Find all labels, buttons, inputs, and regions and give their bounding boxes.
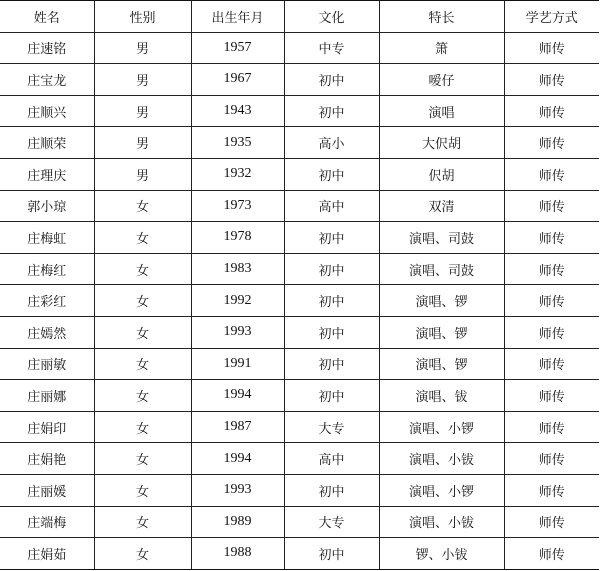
cell-birth-year: 1991 (191, 348, 284, 380)
table-row (0, 32, 599, 64)
table-row (0, 538, 599, 570)
table-row (0, 411, 599, 443)
cell-education: 初中 (284, 380, 379, 412)
cell-birth-year: 1978 (191, 222, 284, 254)
cell-learning-method: 师传 (504, 64, 599, 96)
cell-name: 庄嫣然 (0, 316, 94, 348)
cell-education: 初中 (284, 95, 379, 127)
cell-birth-year: 1994 (191, 380, 284, 412)
cell-specialty: 伬胡 (379, 158, 504, 190)
cell-specialty: 演唱、锣 (379, 348, 504, 380)
cell-learning-method: 师传 (504, 506, 599, 538)
cell-learning-method: 师传 (504, 127, 599, 159)
cell-learning-method: 师传 (504, 253, 599, 285)
cell-name: 庄理庆 (0, 158, 94, 190)
table-body (0, 32, 599, 569)
cell-gender: 女 (94, 348, 191, 380)
cell-learning-method: 师传 (504, 222, 599, 254)
cell-education: 初中 (284, 222, 379, 254)
table-row (0, 190, 599, 222)
cell-name: 庄速铭 (0, 32, 94, 64)
header-gender: 性别 (94, 1, 191, 33)
header-birth-year: 出生年月 (191, 1, 284, 33)
cell-education: 大专 (284, 411, 379, 443)
cell-specialty: 演唱、小钹 (379, 443, 504, 475)
cell-gender: 男 (94, 64, 191, 96)
cell-specialty: 嗳仔 (379, 64, 504, 96)
cell-learning-method: 师传 (504, 348, 599, 380)
cell-learning-method: 师传 (504, 316, 599, 348)
table-row (0, 316, 599, 348)
cell-specialty: 大伬胡 (379, 127, 504, 159)
table-row (0, 158, 599, 190)
cell-education: 中专 (284, 32, 379, 64)
cell-specialty: 箫 (379, 32, 504, 64)
table-row (0, 474, 599, 506)
cell-education: 初中 (284, 316, 379, 348)
cell-education: 初中 (284, 64, 379, 96)
cell-specialty: 锣、小钹 (379, 538, 504, 570)
cell-learning-method: 师传 (504, 285, 599, 317)
table-row (0, 95, 599, 127)
cell-birth-year: 1932 (191, 158, 284, 190)
cell-birth-year: 1973 (191, 190, 284, 222)
cell-name: 庄顺荣 (0, 127, 94, 159)
cell-birth-year: 1992 (191, 285, 284, 317)
cell-name: 庄娟茹 (0, 538, 94, 570)
cell-education: 初中 (284, 253, 379, 285)
cell-gender: 男 (94, 95, 191, 127)
cell-gender: 女 (94, 222, 191, 254)
cell-specialty: 演唱、小锣 (379, 411, 504, 443)
cell-name: 庄顺兴 (0, 95, 94, 127)
cell-learning-method: 师传 (504, 95, 599, 127)
cell-name: 郭小琼 (0, 190, 94, 222)
cell-education: 高中 (284, 190, 379, 222)
table-row (0, 380, 599, 412)
cell-name: 庄梅虹 (0, 222, 94, 254)
cell-gender: 女 (94, 190, 191, 222)
cell-education: 大专 (284, 506, 379, 538)
cell-name: 庄彩红 (0, 285, 94, 317)
table-row (0, 253, 599, 285)
cell-gender: 女 (94, 474, 191, 506)
cell-birth-year: 1987 (191, 411, 284, 443)
cell-specialty: 演唱、锣 (379, 316, 504, 348)
cell-education: 高中 (284, 443, 379, 475)
cell-name: 庄娟艳 (0, 443, 94, 475)
cell-birth-year: 1943 (191, 95, 284, 127)
cell-education: 初中 (284, 158, 379, 190)
header-education: 文化 (284, 1, 379, 33)
cell-specialty: 双清 (379, 190, 504, 222)
cell-specialty: 演唱、小钹 (379, 506, 504, 538)
cell-gender: 女 (94, 316, 191, 348)
cell-birth-year: 1967 (191, 64, 284, 96)
table-row (0, 348, 599, 380)
cell-gender: 女 (94, 443, 191, 475)
cell-learning-method: 师传 (504, 538, 599, 570)
cell-birth-year: 1989 (191, 506, 284, 538)
cell-specialty: 演唱、小锣 (379, 474, 504, 506)
cell-birth-year: 1935 (191, 127, 284, 159)
cell-name: 庄宝龙 (0, 64, 94, 96)
cell-birth-year: 1994 (191, 443, 284, 475)
cell-birth-year: 1957 (191, 32, 284, 64)
cell-birth-year: 1983 (191, 253, 284, 285)
cell-name: 庄丽敏 (0, 348, 94, 380)
cell-education: 初中 (284, 538, 379, 570)
cell-birth-year: 1993 (191, 474, 284, 506)
cell-specialty: 演唱、司鼓 (379, 253, 504, 285)
cell-education: 初中 (284, 474, 379, 506)
table-row (0, 285, 599, 317)
cell-birth-year: 1988 (191, 538, 284, 570)
cell-specialty: 演唱、锣 (379, 285, 504, 317)
header-learning-method: 学艺方式 (504, 1, 599, 33)
cell-gender: 女 (94, 253, 191, 285)
cell-gender: 女 (94, 506, 191, 538)
cell-gender: 女 (94, 538, 191, 570)
table-row (0, 127, 599, 159)
cell-gender: 女 (94, 285, 191, 317)
table-row (0, 443, 599, 475)
header-specialty: 特长 (379, 1, 504, 33)
cell-gender: 女 (94, 380, 191, 412)
cell-learning-method: 师传 (504, 380, 599, 412)
cell-gender: 男 (94, 127, 191, 159)
cell-name: 庄梅红 (0, 253, 94, 285)
cell-name: 庄端梅 (0, 506, 94, 538)
header-name: 姓名 (0, 1, 94, 33)
cell-specialty: 演唱 (379, 95, 504, 127)
table-row (0, 64, 599, 96)
cell-name: 庄丽媛 (0, 474, 94, 506)
cell-learning-method: 师传 (504, 158, 599, 190)
cell-gender: 男 (94, 158, 191, 190)
header-row (0, 1, 599, 33)
cell-learning-method: 师传 (504, 474, 599, 506)
cell-specialty: 演唱、钹 (379, 380, 504, 412)
table-row (0, 222, 599, 254)
cell-specialty: 演唱、司鼓 (379, 222, 504, 254)
cell-name: 庄娟印 (0, 411, 94, 443)
cell-education: 初中 (284, 285, 379, 317)
cell-learning-method: 师传 (504, 411, 599, 443)
cell-education: 初中 (284, 348, 379, 380)
cell-education: 高小 (284, 127, 379, 159)
table-row (0, 506, 599, 538)
cell-learning-method: 师传 (504, 443, 599, 475)
cell-learning-method: 师传 (504, 32, 599, 64)
cell-birth-year: 1993 (191, 316, 284, 348)
cell-gender: 男 (94, 32, 191, 64)
cell-gender: 女 (94, 411, 191, 443)
cell-learning-method: 师传 (504, 190, 599, 222)
cell-name: 庄丽娜 (0, 380, 94, 412)
